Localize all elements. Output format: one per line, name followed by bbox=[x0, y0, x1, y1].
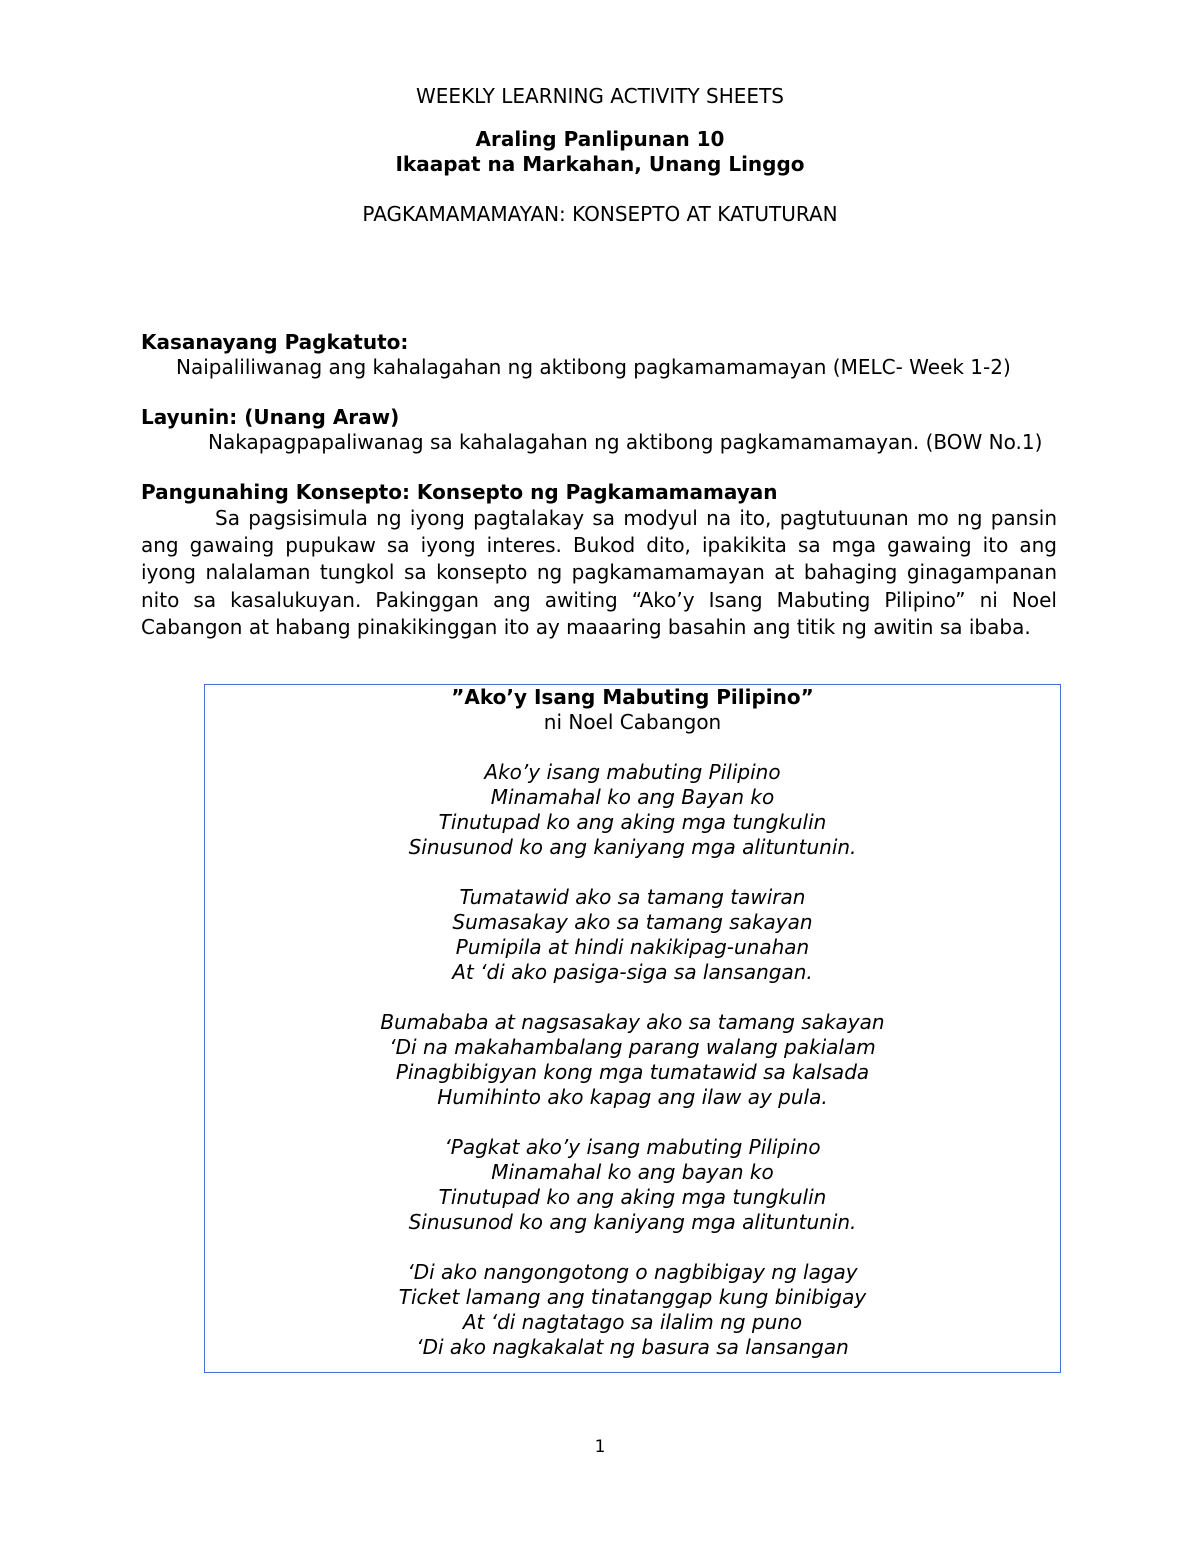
lyric-line: At ‘di nagtatago sa ilalim ng puno bbox=[462, 1310, 803, 1334]
lyric-line: Minamahal ko ang Bayan ko bbox=[490, 785, 775, 809]
lyric-line: ‘Di ako nangongotong o nagbibigay ng lagay bbox=[407, 1260, 858, 1284]
document-title: WEEKLY LEARNING ACTIVITY SHEETS bbox=[416, 84, 784, 108]
kasanayan-heading: Kasanayang Pagkatuto: bbox=[141, 330, 409, 354]
lyric-line: Sinusunod ko ang kaniyang mga alituntunin. bbox=[408, 835, 857, 859]
quarter-week-title: Ikaapat na Markahan, Unang Linggo bbox=[395, 152, 805, 176]
konsepto-heading: Pangunahing Konsepto: Konsepto ng Pagkamamamayan bbox=[141, 480, 778, 504]
song-stanza bbox=[205, 885, 1060, 985]
subject-title: Araling Panlipunan 10 bbox=[475, 127, 725, 151]
lyric-line: Humihinto ako kapag ang ilaw ay pula. bbox=[437, 1085, 828, 1109]
song-stanza bbox=[205, 1010, 1060, 1110]
lyric-line: Sinusunod ko ang kaniyang mga alituntunin. bbox=[408, 1210, 857, 1234]
topic-title: PAGKAMAMAMAYAN: KONSEPTO AT KATUTURAN bbox=[362, 202, 838, 226]
song-title: ”Ako’y Isang Mabuting Pilipino” bbox=[451, 685, 814, 709]
lyric-line: Ako’y isang mabuting Pilipino bbox=[484, 760, 781, 784]
lyric-line: Bumababa at nagsasakay ako sa tamang sakayan bbox=[380, 1010, 885, 1034]
song-stanza bbox=[205, 1260, 1060, 1360]
lyric-line: Sumasakay ako sa tamang sakayan bbox=[452, 910, 813, 934]
lyric-line: Minamahal ko ang bayan ko bbox=[491, 1160, 774, 1184]
lyric-line: Tumatawid ako sa tamang tawiran bbox=[459, 885, 806, 909]
lyric-line: Pumipila at hindi nakikipag-unahan bbox=[455, 935, 810, 959]
lyric-line: ‘Di ako nagkakalat ng basura sa lansangan bbox=[416, 1335, 849, 1359]
lyric-line: Ticket lamang ang tinatanggap kung binibigay bbox=[398, 1285, 867, 1309]
song-stanza bbox=[205, 1135, 1060, 1235]
lyric-line: Tinutupad ko ang aking mga tungkulin bbox=[438, 810, 827, 834]
song-author: ni Noel Cabangon bbox=[543, 710, 722, 734]
konsepto-paragraph: Sa pagsisimula ng iyong pagtalakay sa modyul na ito, pagtutuunan mo ng pansin ang gawaing pupukaw sa iyong interes. Bukod dito, ipakikita sa mga gawaing ito ang iyong nalalaman tungkol sa konsepto ng pagkamamamayan at bahaging ginagampanan nito sa kasalukuyan. Pakinggan ang awiting “Ako’y Isang Mabuting Pilipino” ni Noel Cabangon at habang pinakikinggan ito ay maaaring basahin ang titik ng awitin sa ibaba. bbox=[141, 506, 1057, 639]
layunin-text: Nakapagpapaliwanag sa kahalagahan ng aktibong pagkamamamayan. (BOW No.1) bbox=[208, 430, 1043, 454]
song-lyrics-box bbox=[204, 684, 1061, 1373]
song-stanza bbox=[205, 760, 1060, 860]
kasanayan-text: Naipaliliwanag ang kahalagahan ng aktibong pagkamamamayan (MELC- Week 1-2) bbox=[176, 355, 1011, 379]
lyric-line: Tinutupad ko ang aking mga tungkulin bbox=[438, 1185, 827, 1209]
lyric-line: At ‘di ako pasiga-siga sa lansangan. bbox=[452, 960, 813, 984]
layunin-heading: Layunin: (Unang Araw) bbox=[141, 405, 400, 429]
page-number: 1 bbox=[594, 1437, 606, 1457]
lyric-line: ‘Pagkat ako’y isang mabuting Pilipino bbox=[444, 1135, 821, 1159]
lyric-line: Pinagbibigyan kong mga tumatawid sa kalsada bbox=[395, 1060, 870, 1084]
lyric-line: ‘Di na makahambalang parang walang pakialam bbox=[389, 1035, 876, 1059]
